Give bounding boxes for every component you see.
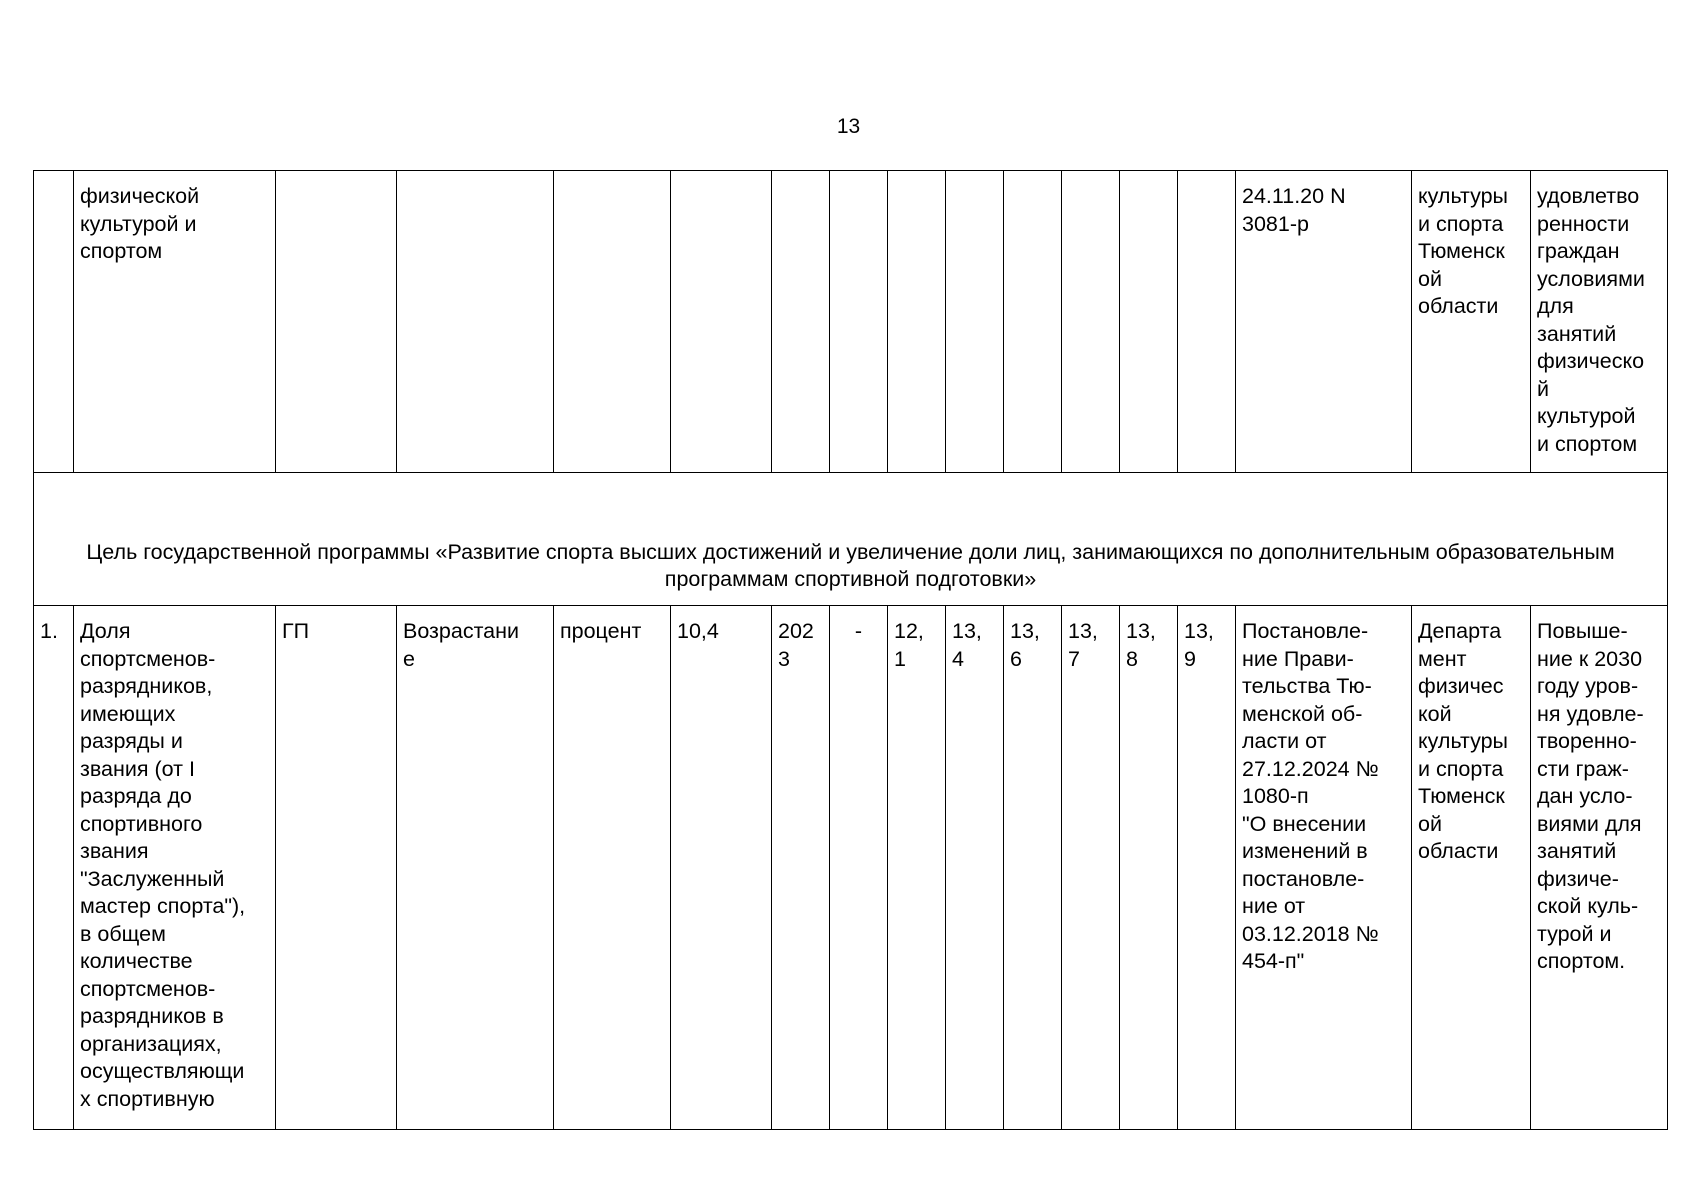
cell-trend: Возрастани е [397, 606, 554, 1130]
cell-value-7 [1178, 171, 1236, 473]
cell-indicator-name: Доля спортсменов- разрядников, имеющих разряды и звания (от I разряда до спортивного звания "Заслуженный мастер спорта"), в общем количестве спортсменов- разрядников в организациях, осуществляющи х спортивную [74, 606, 276, 1130]
table-row [34, 606, 1668, 1130]
cell-value-2 [888, 171, 946, 473]
cell-value-3: 13, 4 [946, 606, 1004, 1130]
cell-value-6 [1120, 171, 1178, 473]
cell-value-4: 13, 6 [1004, 606, 1062, 1130]
table-row-continuation [34, 171, 1668, 473]
cell-value-7: 13, 9 [1178, 606, 1236, 1130]
cell-value-4 [1004, 171, 1062, 473]
cell-base-value [671, 171, 772, 473]
cell-level [276, 171, 397, 473]
indicators-table [33, 170, 1668, 1130]
cell-trend [397, 171, 554, 473]
cell-value-3 [946, 171, 1004, 473]
cell-responsible: культуры и спорта Тюменск ой области [1412, 171, 1531, 473]
cell-link: Повыше- ние к 2030 году уров- ня удовле- твореннo- сти граж- дан усло- виями для занятий физиче- ской куль- турой и спортом. [1531, 606, 1668, 1130]
cell-link: удовлетво ренности граждан условиями для занятий физическо й культурой и спортом [1531, 171, 1668, 473]
cell-number [34, 171, 74, 473]
cell-number: 1. [34, 606, 74, 1130]
cell-value-5 [1062, 171, 1120, 473]
goal-text: Цель государственной программы «Развитие спорта высших достижений и увеличение доли лиц, занимающихся по дополнительным образовательным программам спортивной подготовки» [34, 473, 1668, 606]
cell-unit: процент [554, 606, 671, 1130]
cell-base-year: 202 3 [772, 606, 830, 1130]
cell-value-1: - [830, 606, 888, 1130]
cell-indicator-name: физической культурой и спортом [74, 171, 276, 473]
cell-level: ГП [276, 606, 397, 1130]
cell-document: Постановле- ние Прави- тельства Тю- менской об- ласти от 27.12.2024 № 1080-п "О внесении изменений в постановле- ние от 03.12.2018 № 454-п" [1236, 606, 1412, 1130]
cell-base-value: 10,4 [671, 606, 772, 1130]
cell-value-2: 12, 1 [888, 606, 946, 1130]
cell-base-year [772, 171, 830, 473]
cell-value-1 [830, 171, 888, 473]
cell-document: 24.11.20 N 3081-р [1236, 171, 1412, 473]
cell-value-5: 13, 7 [1062, 606, 1120, 1130]
table-row-goal [34, 473, 1668, 606]
page-number: 13 [836, 115, 861, 138]
cell-responsible: Департа мент физичес кой культуры и спорта Тюменск ой области [1412, 606, 1531, 1130]
cell-value-6: 13, 8 [1120, 606, 1178, 1130]
cell-unit [554, 171, 671, 473]
